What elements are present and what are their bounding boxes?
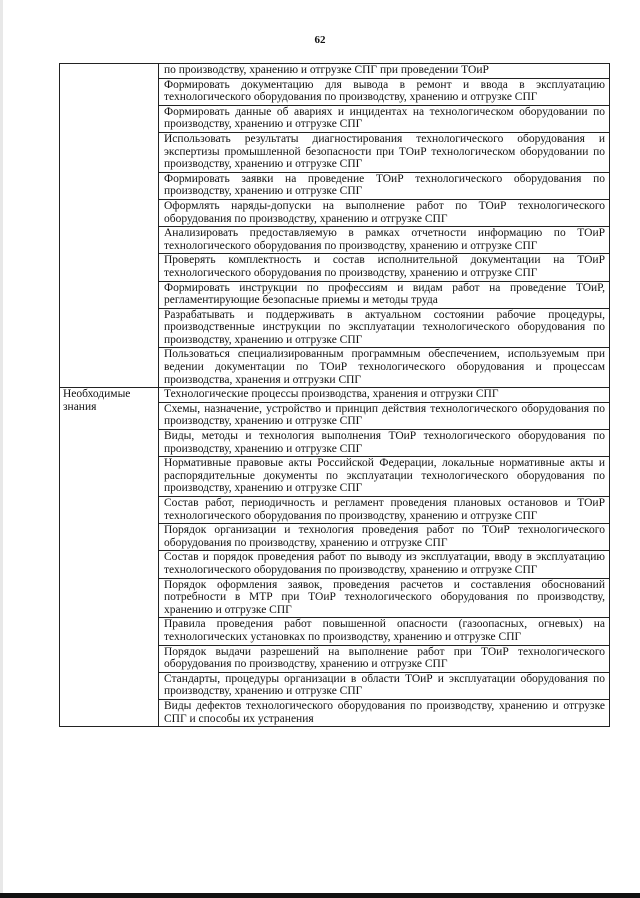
list-item: Формировать инструкции по профессиям и видам работ на проведение ТОиР, регламентирующие безопасные приемы и методы труда (159, 281, 610, 308)
list-item: Состав и порядок проведения работ по выводу из эксплуатации, вводу в эксплуатацию технологического оборудования по производству, хранению и отгрузке СПГ (159, 551, 610, 578)
list-item: Правила проведения работ повышенной опасности (газоопасных, огневых) на технологических установках по производству, хранению и отгрузке СПГ (159, 618, 610, 645)
list-item: Пользоваться специализированным программным обеспечением, используемым при ведении документации по ТОиР технологического оборудования и процессам производства, хранения и отгрузки СПГ (159, 348, 610, 388)
list-item: Состав работ, периодичность и регламент проведения плановых остановов и ТОиР технологического оборудования по производству, хранению и отгрузке СПГ (159, 497, 610, 524)
list-item: Анализировать предоставляемую в рамках отчетности информацию по ТОиР технологического оборудования по производству, хранению и отгрузке СПГ (159, 227, 610, 254)
list-item: Виды дефектов технологического оборудования по производству, хранению и отгрузке СПГ и способы их устранения (159, 699, 610, 726)
list-item: по производству, хранению и отгрузке СПГ при проведении ТОиР (159, 64, 610, 79)
list-item: Проверять комплектность и состав исполнительной документации на ТОиР технологического оборудования по производству, хранению и отгрузке СПГ (159, 254, 610, 281)
list-item: Оформлять наряды-допуски на выполнение работ по ТОиР технологического оборудования по производству, хранению и отгрузке СПГ (159, 199, 610, 226)
list-item: Стандарты, процедуры организации в области ТОиР и эксплуатации оборудования по производству, хранению и отгрузке СПГ (159, 672, 610, 699)
list-item: Порядок оформления заявок, проведения расчетов и составления обоснований потребности в МТР при ТОиР технологического оборудования по производству, хранению и отгрузке СПГ (159, 578, 610, 618)
list-item: Порядок организации и технология проведения работ по ТОиР технологического оборудования по производству, хранению и отгрузке СПГ (159, 524, 610, 551)
list-item: Нормативные правовые акты Российской Федерации, локальные нормативные акты и распорядительные документы по эксплуатации технологического оборудования по производству, хранению и отгрузке СПГ (159, 457, 610, 497)
section-label-knowledge: Необходимые знания (60, 388, 159, 727)
list-item: Виды, методы и технология выполнения ТОиР технологического оборудования по производству, хранению и отгрузке СПГ (159, 430, 610, 457)
scan-edge (0, 0, 3, 898)
list-item: Схемы, назначение, устройство и принцип действия технологического оборудования по производству, хранению и отгрузке СПГ (159, 402, 610, 429)
table-row (60, 388, 610, 403)
list-item: Технологические процессы производства, хранения и отгрузки СПГ (159, 388, 610, 403)
page-number: 62 (314, 34, 326, 46)
section-label-skills (60, 64, 159, 388)
table-row (60, 64, 610, 79)
list-item: Разрабатывать и поддерживать в актуальном состоянии рабочие процедуры, производственные инструкции по эксплуатации технологического оборудования по производству, хранению и отгрузке СПГ (159, 308, 610, 348)
scan-bottom-edge (0, 893, 640, 898)
list-item: Порядок выдачи разрешений на выполнение работ при ТОиР технологического оборудования по производству, хранению и отгрузке СПГ (159, 645, 610, 672)
list-item: Использовать результаты диагностирования технологического оборудования и экспертизы промышленной безопасности при ТОиР технологическом оборудовании по производству, хранению и отгрузке СПГ (159, 132, 610, 172)
list-item: Формировать данные об авариях и инцидентах на технологическом оборудовании по производству, хранению и отгрузке СПГ (159, 105, 610, 132)
list-item: Формировать заявки на проведение ТОиР технологического оборудования по производству, хранению и отгрузке СПГ (159, 172, 610, 199)
competency-table (59, 63, 610, 727)
list-item: Формировать документацию для вывода в ремонт и ввода в эксплуатацию технологического оборудования по производству, хранению и отгрузке СПГ (159, 78, 610, 105)
